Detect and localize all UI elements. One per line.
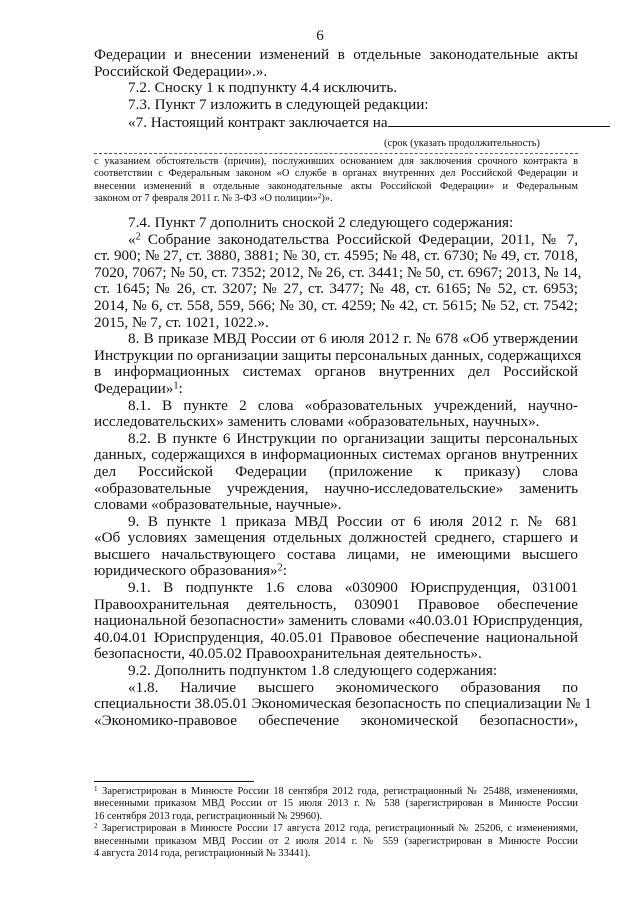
footnote-ref: 1 xyxy=(173,380,179,392)
text-line: «Об условиях замещения отдельных должностей среднего, старшего и xyxy=(94,529,578,547)
separator-line xyxy=(94,153,578,154)
footnote-line: с указанием обстоятельств (причин), послуживших основанием для заключения срочного контракта в xyxy=(94,156,578,167)
text-fragment: )». xyxy=(321,193,333,205)
text-fragment: : xyxy=(178,379,183,397)
footnote-line xyxy=(94,193,578,205)
text-fragment: Зарегистрирован в Минюсте России 17 августа 2012 года, регистрационный № 25206, с изменениями, xyxy=(97,823,578,835)
footnote-line: 16 сентября 2013 года, регистрационный № 29960). xyxy=(94,810,323,822)
body-block xyxy=(94,214,592,729)
text-line: исследовательских» заменить словами «образовательных, научных». xyxy=(94,413,540,431)
text-line: ст. 1645; № 26, ст. 3207; № 27, ст. 3477; № 48, ст. 6165; № 52, ст. 6953; xyxy=(94,280,578,298)
text-line: «Экономико-правовое обеспечение экономической безопасности», xyxy=(94,711,578,729)
text-line: в информационных системах органов внутренних дел Российской xyxy=(94,363,578,381)
text-fragment: законом от 7 февраля 2011 г. № 3-ФЗ «О полиции» xyxy=(94,193,318,205)
text-line: «1.8. Наличие высшего экономического образования по xyxy=(128,678,578,696)
text-fragment: «7. Настоящий контракт заключается на xyxy=(128,114,388,132)
text-line: 9.1. В подпункте 1.6 слова «030900 Юриспруденция, 031001 xyxy=(128,579,578,597)
text-line: Федерации и внесении изменений в отдельные законодательные акты xyxy=(94,46,578,63)
text-line: 8. В приказе МВД России от 6 июля 2012 г. № 678 «Об утверждении xyxy=(128,330,578,348)
footnote-ref: 2 xyxy=(135,230,141,242)
text-fragment: « xyxy=(128,230,136,248)
text-line: высшего начальствующего состава лицами, не имеющими высшего xyxy=(94,545,578,563)
text-line: национальной безопасности» заменить словами «40.03.01 Юриспруденция, xyxy=(94,612,583,630)
page-number: 6 xyxy=(316,28,324,44)
text-line: 8.1. В пункте 2 слова «образовательных учреждений, научно- xyxy=(128,396,578,414)
footnote-line: 4 августа 2014 года, регистрационный № 33441). xyxy=(94,847,311,859)
footnote-line: соответствии с Федеральным законом «О службе в органах внутренних дел Российской Федерации и xyxy=(94,168,578,180)
text-line: Инструкции по организации защиты персональных данных, содержащихся xyxy=(94,346,582,364)
text-fragment: Федерации» xyxy=(94,379,174,397)
page-footnotes xyxy=(94,786,578,860)
footnote-mark: 2 xyxy=(94,822,98,830)
text-line: ст. 900; № 27, ст. 3880, 3881; № 30, ст. 4595; № 48, ст. 6730; № 49, ст. 7018, xyxy=(94,247,578,265)
contract-footnote xyxy=(94,156,578,206)
text-line: «образовательные учреждения, научно-исследовательские» заменить xyxy=(94,479,578,497)
text-line: специальности 38.05.01 Экономическая безопасность по специализации № 1 xyxy=(94,695,592,713)
text-line: 7020, 7067; № 50, ст. 7352; 2012, № 26, ст. 3441; № 50, ст. 6967; 2013, № 14, xyxy=(94,263,582,281)
footnote-line: внесенными приказом МВД России от 15 июля 2013 г. № 538 (зарегистрирован в Минюсте России xyxy=(94,798,578,810)
text-line: 7.3. Пункт 7 изложить в следующей редакции: xyxy=(128,95,429,113)
term-blank xyxy=(388,113,610,127)
footnote-line: внесенными приказом МВД России от 2 июля 2014 г. № 559 (зарегистрирован в Минюсте России xyxy=(94,835,578,847)
footnote-line: внесении изменений в отдельные законодательные акты Российской Федерации» и Федеральным xyxy=(94,180,578,192)
text-line: данных, содержащихся в информационных системах органов внутренних xyxy=(94,446,578,464)
text-line: Российской Федерации».». xyxy=(94,62,268,80)
text-line: безопасности, 40.05.02 Правоохранительная деятельность». xyxy=(94,645,482,663)
text-fragment: : xyxy=(282,562,287,580)
text-line: 7.2. Сноску 1 к подпункту 4.4 исключить. xyxy=(128,79,398,97)
text-line xyxy=(94,381,578,398)
footnote-line xyxy=(94,786,578,798)
footnote-ref: 2 xyxy=(317,192,322,200)
text-line: 40.04.01 Юриспруденция, 40.05.01 Правовое обеспечение национальной xyxy=(94,628,578,646)
footnote-separator xyxy=(94,781,254,782)
text-line: 7.4. Пункт 7 дополнить сноской 2 следующего содержания: xyxy=(128,214,514,231)
text-line: 9. В пункте 1 приказа МВД России от 6 июля 2012 г. № 681 xyxy=(128,512,578,530)
text-fragment: Собрание законодательства Российской Федерации, 2011, № 7, xyxy=(140,230,578,248)
text-line: дел Российской Федерации (приложение к приказу) слова xyxy=(94,462,578,480)
text-line: словами «образовательные, научные». xyxy=(94,496,342,514)
blank-caption: (срок (указать продолжительность) xyxy=(384,138,540,149)
footnote-ref: 2 xyxy=(277,562,283,574)
text-line: 9.2. Дополнить подпунктом 1.8 следующего содержания: xyxy=(128,662,498,680)
contract-term-line xyxy=(94,113,578,130)
text-fragment: Зарегистрирован в Минюсте России 18 сентября 2012 года, регистрационный № 25488, изменениями, xyxy=(97,786,578,797)
footnote-line xyxy=(94,823,578,835)
footnote-mark: 1 xyxy=(94,784,98,793)
text-line: 2015, № 7, ст. 1021, 1022.». xyxy=(94,313,269,331)
top-block xyxy=(94,47,578,130)
text-line: Правоохранительная деятельность, 030901 Правовое обеспечение xyxy=(94,595,578,613)
text-line: 8.2. В пункте 6 Инструкции по организации защиты персональных xyxy=(128,429,578,447)
text-fragment: юридического образования» xyxy=(94,562,278,580)
text-line: 2014, № 6, ст. 558, 559, 566; № 30, ст. 4259; № 42, ст. 5615; № 52, ст. 7542; xyxy=(94,296,578,314)
text-line xyxy=(94,232,578,249)
text-line xyxy=(94,563,578,580)
